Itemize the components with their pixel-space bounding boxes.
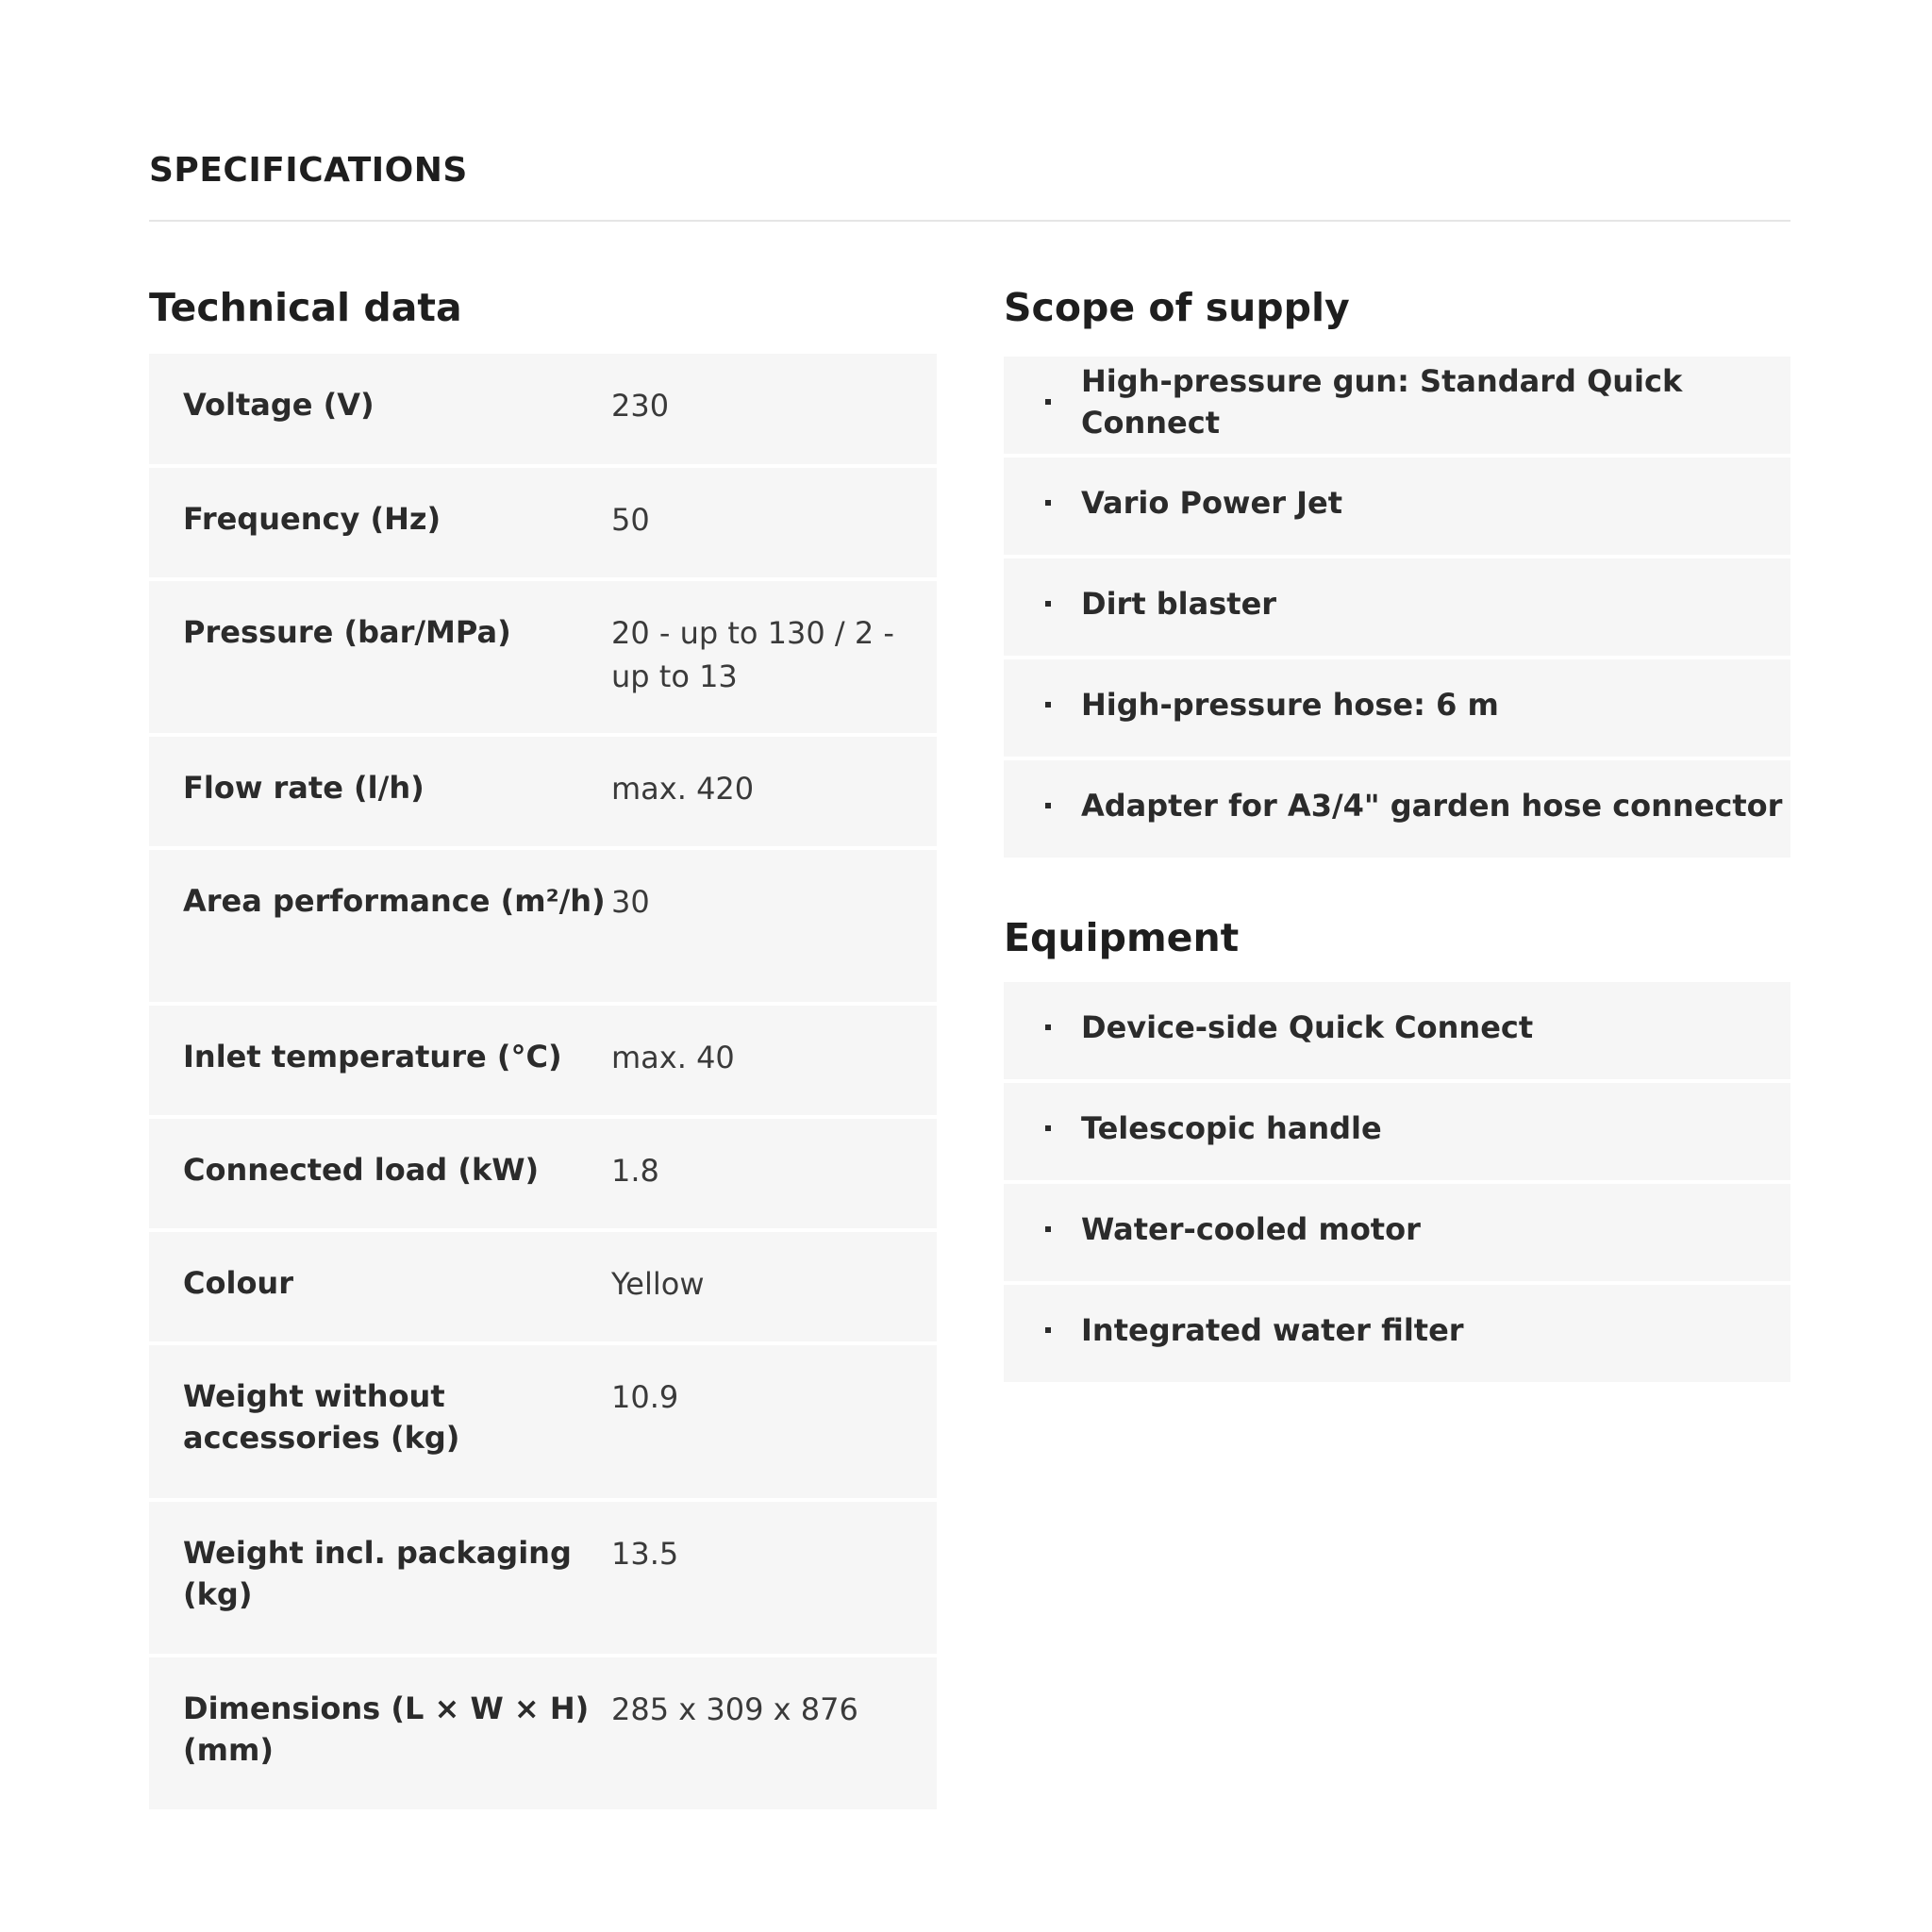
- spec-value: 20 - up to 130 / 2 - up to 13: [611, 615, 894, 694]
- table-row: [149, 737, 937, 846]
- list-item: [1004, 458, 1790, 555]
- bullet-icon: [1045, 1226, 1051, 1232]
- list-item-text: Dirt blaster: [1081, 585, 1277, 622]
- spec-label: Flow rate (l/h): [183, 770, 425, 806]
- list-item-text: Water-cooled motor: [1081, 1210, 1421, 1247]
- spec-label: Frequency (Hz): [183, 501, 441, 537]
- bullet-icon: [1045, 1327, 1051, 1333]
- bullet-icon: [1045, 803, 1051, 808]
- list-item-text: Telescopic handle: [1081, 1109, 1382, 1146]
- spec-label: Inlet temperature (°C): [183, 1039, 562, 1074]
- table-row: [149, 1119, 937, 1228]
- scope-of-supply-heading: Scope of supply: [1004, 285, 1350, 330]
- list-item-text: Integrated water filter: [1081, 1311, 1464, 1348]
- spec-value: max. 420: [611, 771, 755, 807]
- bullet-icon: [1045, 601, 1051, 607]
- spec-value: 30: [611, 884, 650, 920]
- spec-value: Yellow: [611, 1266, 705, 1302]
- equipment-list: [1004, 982, 1790, 1386]
- bullet-icon: [1045, 1125, 1051, 1131]
- bullet-icon: [1045, 702, 1051, 708]
- bullet-icon: [1045, 500, 1051, 506]
- bullet-icon: [1045, 399, 1051, 405]
- table-row: [149, 1657, 937, 1809]
- spec-value: 285 x 309 x 876: [611, 1691, 858, 1727]
- spec-value: 230: [611, 388, 670, 424]
- spec-value: 1.8: [611, 1153, 659, 1189]
- list-item: [1004, 357, 1790, 454]
- spec-label: Weight without accessories (kg): [183, 1378, 460, 1456]
- spec-label: Connected load (kW): [183, 1152, 540, 1188]
- list-item: [1004, 1184, 1790, 1281]
- equipment-heading: Equipment: [1004, 915, 1240, 960]
- list-item: [1004, 982, 1790, 1079]
- section-divider: [149, 220, 1790, 222]
- spec-value: 50: [611, 502, 650, 538]
- list-item-text: Device-side Quick Connect: [1081, 1008, 1534, 1045]
- list-item: [1004, 760, 1790, 858]
- spec-label: Dimensions (L × W × H) (mm): [183, 1690, 590, 1768]
- technical-data-table: [149, 354, 937, 1813]
- table-row: [149, 1006, 937, 1115]
- table-row: [149, 850, 937, 1002]
- spec-label: Area performance (m²/h): [183, 883, 606, 919]
- table-row: [149, 1232, 937, 1341]
- spec-label: Colour: [183, 1265, 293, 1301]
- spec-value: 10.9: [611, 1379, 679, 1415]
- list-item-text: High-pressure hose: 6 m: [1081, 686, 1499, 723]
- table-row: [149, 354, 937, 464]
- list-item: [1004, 1285, 1790, 1382]
- spec-label: Weight incl. packaging (kg): [183, 1535, 572, 1612]
- spec-label: Pressure (bar/MPa): [183, 614, 511, 650]
- table-row: [149, 1345, 937, 1498]
- table-row: [149, 1502, 937, 1654]
- list-item: [1004, 558, 1790, 656]
- section-heading: SPECIFICATIONS: [149, 151, 468, 190]
- bullet-icon: [1045, 1024, 1051, 1030]
- spec-label: Voltage (V): [183, 387, 375, 423]
- table-row: [149, 468, 937, 577]
- spec-value: max. 40: [611, 1040, 735, 1075]
- list-item: [1004, 1083, 1790, 1180]
- technical-data-heading: Technical data: [149, 285, 462, 330]
- list-item-text: Vario Power Jet: [1081, 484, 1343, 521]
- spec-value: 13.5: [611, 1536, 679, 1572]
- scope-of-supply-list: [1004, 357, 1790, 861]
- list-item-text: High-pressure gun: Standard Quick Connect: [1081, 362, 1683, 441]
- table-row: [149, 581, 937, 733]
- list-item: [1004, 659, 1790, 757]
- list-item-text: Adapter for A3/4" garden hose connector: [1081, 787, 1783, 824]
